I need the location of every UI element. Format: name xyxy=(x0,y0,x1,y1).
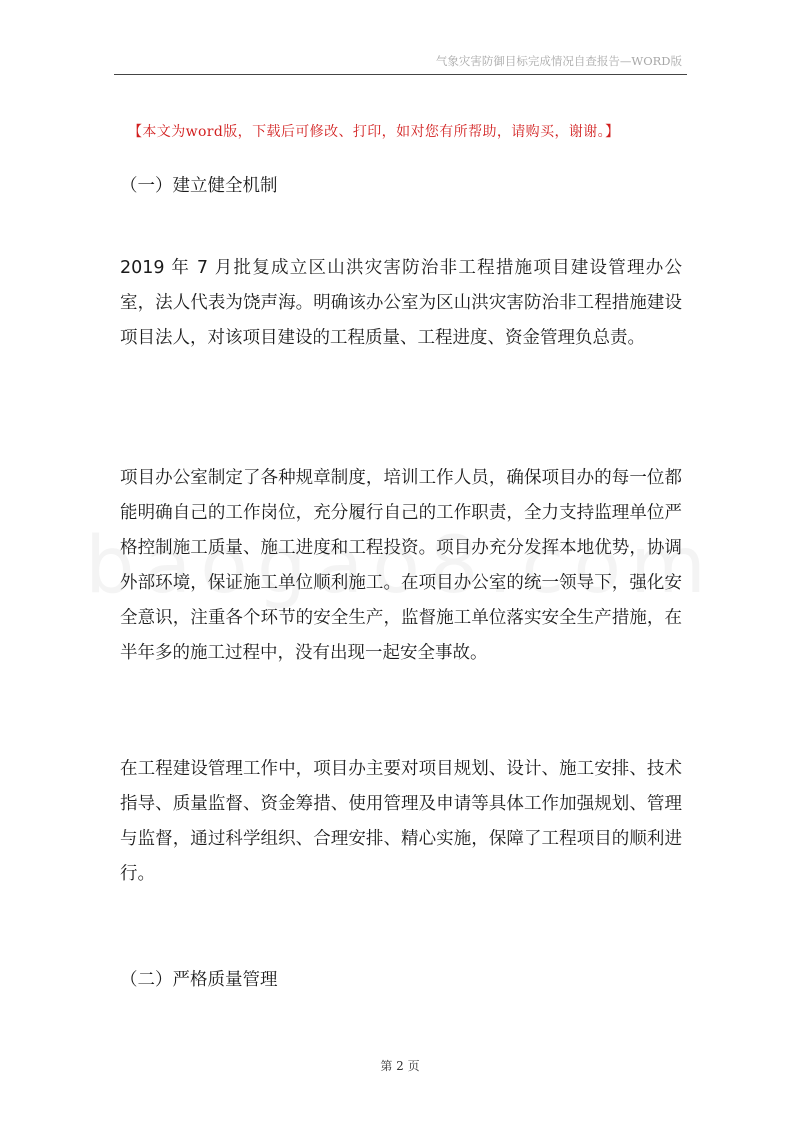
header-divider xyxy=(114,74,687,75)
paragraph-1: 2019 年 7 月批复成立区山洪灾害防治非工程措施项目建设管理办公室，法人代表为饶声海。明确该办公室为区山洪灾害防治非工程措施建设项目法人，对该项目建设的工程质量、工程进度、资金管理负总责。 xyxy=(120,258,682,348)
page-number: 第 2 页 xyxy=(380,1059,420,1073)
header-title: 气象灾害防御目标完成情况自查报告—WORD版 xyxy=(435,54,682,68)
purchase-notice: 【本文为word版，下载后可修改、打印，如对您有所帮助，请购买，谢谢。】 xyxy=(128,124,620,140)
section-heading-2: （二）严格质量管理 xyxy=(120,970,278,990)
paragraph-3: 在工程建设管理工作中，项目办主要对项目规划、设计、施工安排、技术指导、质量监督、资金筹措、使用管理及申请等具体工作加强规划、管理与监督，通过科学组织、合理安排、精心实施，保障了工程项目的顺利进行。 xyxy=(120,759,682,884)
paragraph-2: 项目办公室制定了各种规章制度，培训工作人员，确保项目办的每一位都能明确自己的工作岗位，充分履行自己的工作职责，全力支持监理单位严格控制施工质量、施工进度和工程投资。项目办充分发挥本地优势，协调外部环境，保证施工单位顺利施工。在项目办公室的统一领导下，强化安全意识，注重各个环节的安全生产，监督施工单位落实安全生产措施，在半年多的施工过程中，没有出现一起安全事故。 xyxy=(120,468,682,663)
section-heading-1: （一）建立健全机制 xyxy=(120,176,278,196)
